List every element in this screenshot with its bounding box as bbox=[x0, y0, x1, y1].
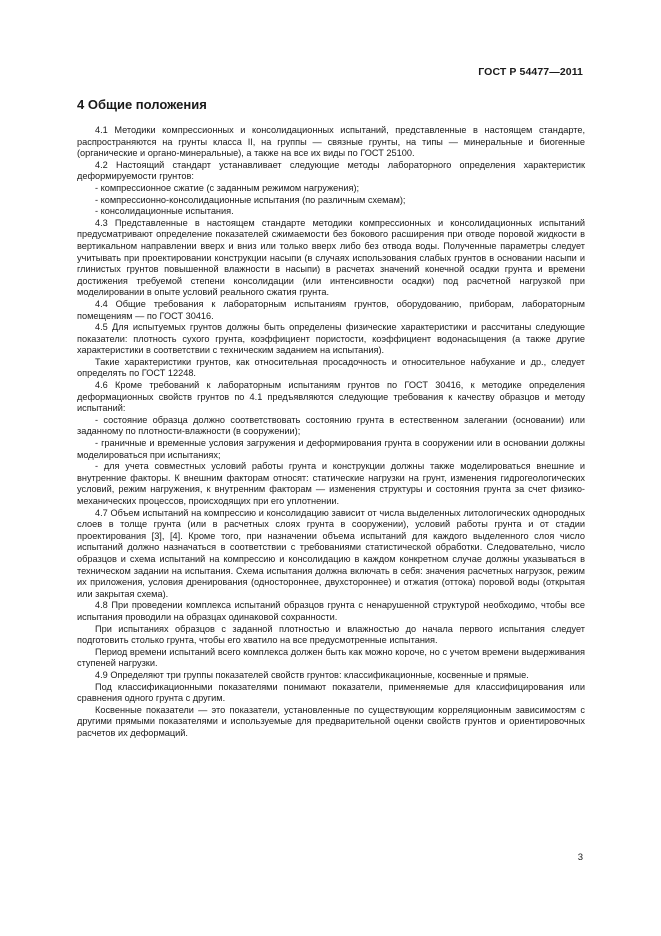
paragraph: Косвенные показатели — это показатели, установленные по существующим корреляционным зависимостям с другими прямыми показателями и используемые для предварительной оценки свойств грунтов и ориентировочных расчетов их деформаций. bbox=[77, 704, 585, 738]
paragraph: Такие характеристики грунтов, как относительная просадочность и относительное набухание и др., следует определять по ГОСТ 12248. bbox=[77, 356, 585, 379]
list-item: - состояние образца должно соответствовать состоянию грунта в естественном залегании (основании) или заданному по плотности-влажности (в сооружении); bbox=[77, 414, 585, 437]
paragraph: При испытаниях образцов с заданной плотностью и влажностью до начала первого испытания следует подготовить столько грунта, чтобы его хватило на все предусмотренные испытания. bbox=[77, 623, 585, 646]
page-number: 3 bbox=[577, 852, 583, 863]
paragraph-4-9: 4.9 Определяют три группы показателей свойств грунтов: классификационные, косвенные и прямые. bbox=[95, 669, 529, 680]
list-item: - для учета совместных условий работы грунта и конструкции должны также моделироваться внешние и внутренние факторы. К внешним факторам относят: статические нагрузки на грунт, изменения гидрогеологических условий, режим нагружения, к внутренним факторам — изменения структуры и состояния грунта за счет физико-механических процессов, происходящих при его уплотнении. bbox=[77, 461, 585, 506]
paragraph-4-7: 4.7 Объем испытаний на компрессию и консолидацию зависит от числа выделенных литологических однородных слоев в толще грунта (или в расчетных слоях грунта в сооружении), условий работы грунта и от стадии проектирования [3], [4]. Кроме того, при назначении объема испытаний для каждого выделенного слоя число испытаний должно назначаться в соответствии с требованиями статистической обработки. Следовательно, число образцов и схема испытаний на компрессию и консолидацию в каждом конкретном случае должны указываться в техническом задании на испытания. Схема испытания должна включать в себя: значения расчетных нагрузок, режим их приложения, условия дренирования (одностороннее, двухстороннее) и отжатия (оттока) поровой воды (открытая или закрытая схема). bbox=[77, 507, 585, 599]
paragraph-4-3: 4.3 Представленные в настоящем стандарте методики компрессионных и консолидационных испытаний предусматривают определение показателей сжимаемости без бокового расширения при отводе поровой жидкости в вертикальном направлении вверх и вниз или только вверх либо без отвода воды. Полученные параметры следует учитывать при проектировании конструкции насыпи (в случаях использования слабых грунтов в основании насыпи и глинистых грунтов повышенной влажности в насыпи) в расчетах значений конечной осадки грунта и времени достижения требуемой степени консолидации (или интенсивности осадки) под расчетной нагрузкой при моделировании в опыте условий реального сжатия грунта. bbox=[77, 217, 585, 298]
paragraph-4-2: 4.2 Настоящий стандарт устанавливает следующие методы лабораторного определения характеристик деформируемости грунтов: bbox=[77, 159, 585, 182]
paragraph-4-6: 4.6 Кроме требований к лабораторным испытаниям грунтов по ГОСТ 30416, к методике определения деформационных свойств грунтов по 4.1 предъявляются следующие требования к качеству образцов и методу испытаний: bbox=[77, 380, 585, 414]
list-item: - компрессионно-консолидационные испытания (по различным схемам); bbox=[95, 194, 406, 205]
section-body bbox=[77, 125, 585, 739]
document-code: ГОСТ Р 54477—2011 bbox=[478, 66, 583, 78]
list-item: - граничные и временные условия загружения и деформирования грунта в сооружении или в основании должны моделироваться при испытаниях; bbox=[77, 438, 585, 460]
paragraph: Период времени испытаний всего комплекса должен быть как можно короче, но с учетом времени выдерживания ступеней нагрузки. bbox=[77, 646, 585, 669]
list-item: - компрессионное сжатие (с заданным режимом нагружения); bbox=[95, 182, 360, 193]
paragraph-4-5: 4.5 Для испытуемых грунтов должны быть определены физические характеристики и рассчитаны следующие показатели: плотность сухого грунта, коэффициент пористости, коэффициент водонасыщения (а также другие характеристики в соответствии с техническим заданием на испытания). bbox=[77, 322, 585, 356]
paragraph: Под классификационными показателями понимают показатели, применяемые для классифицирования или сравнения одного грунта с другим. bbox=[77, 681, 585, 704]
section-title: 4 Общие положения bbox=[77, 97, 207, 112]
paragraph-4-8: 4.8 При проведении комплекса испытаний образцов грунта с ненарушенной структурой необходимо, чтобы все испытания проводили на образцах одинаковой сохранности. bbox=[77, 600, 585, 622]
paragraph-4-4: 4.4 Общие требования к лабораторным испытаниям грунтов, оборудованию, приборам, лабораторным помещениям — по ГОСТ 30416. bbox=[77, 298, 585, 321]
paragraph-4-1: 4.1 Методики компрессионных и консолидационных испытаний, представленные в настоящем стандарте, распространяются на грунты класса II, на группы — связные грунты, на типы — минеральные и биогенные (органические и органо-минеральные), а также на все их виды по ГОСТ 25100. bbox=[77, 125, 585, 159]
list-item: - консолидационные испытания. bbox=[95, 206, 234, 217]
